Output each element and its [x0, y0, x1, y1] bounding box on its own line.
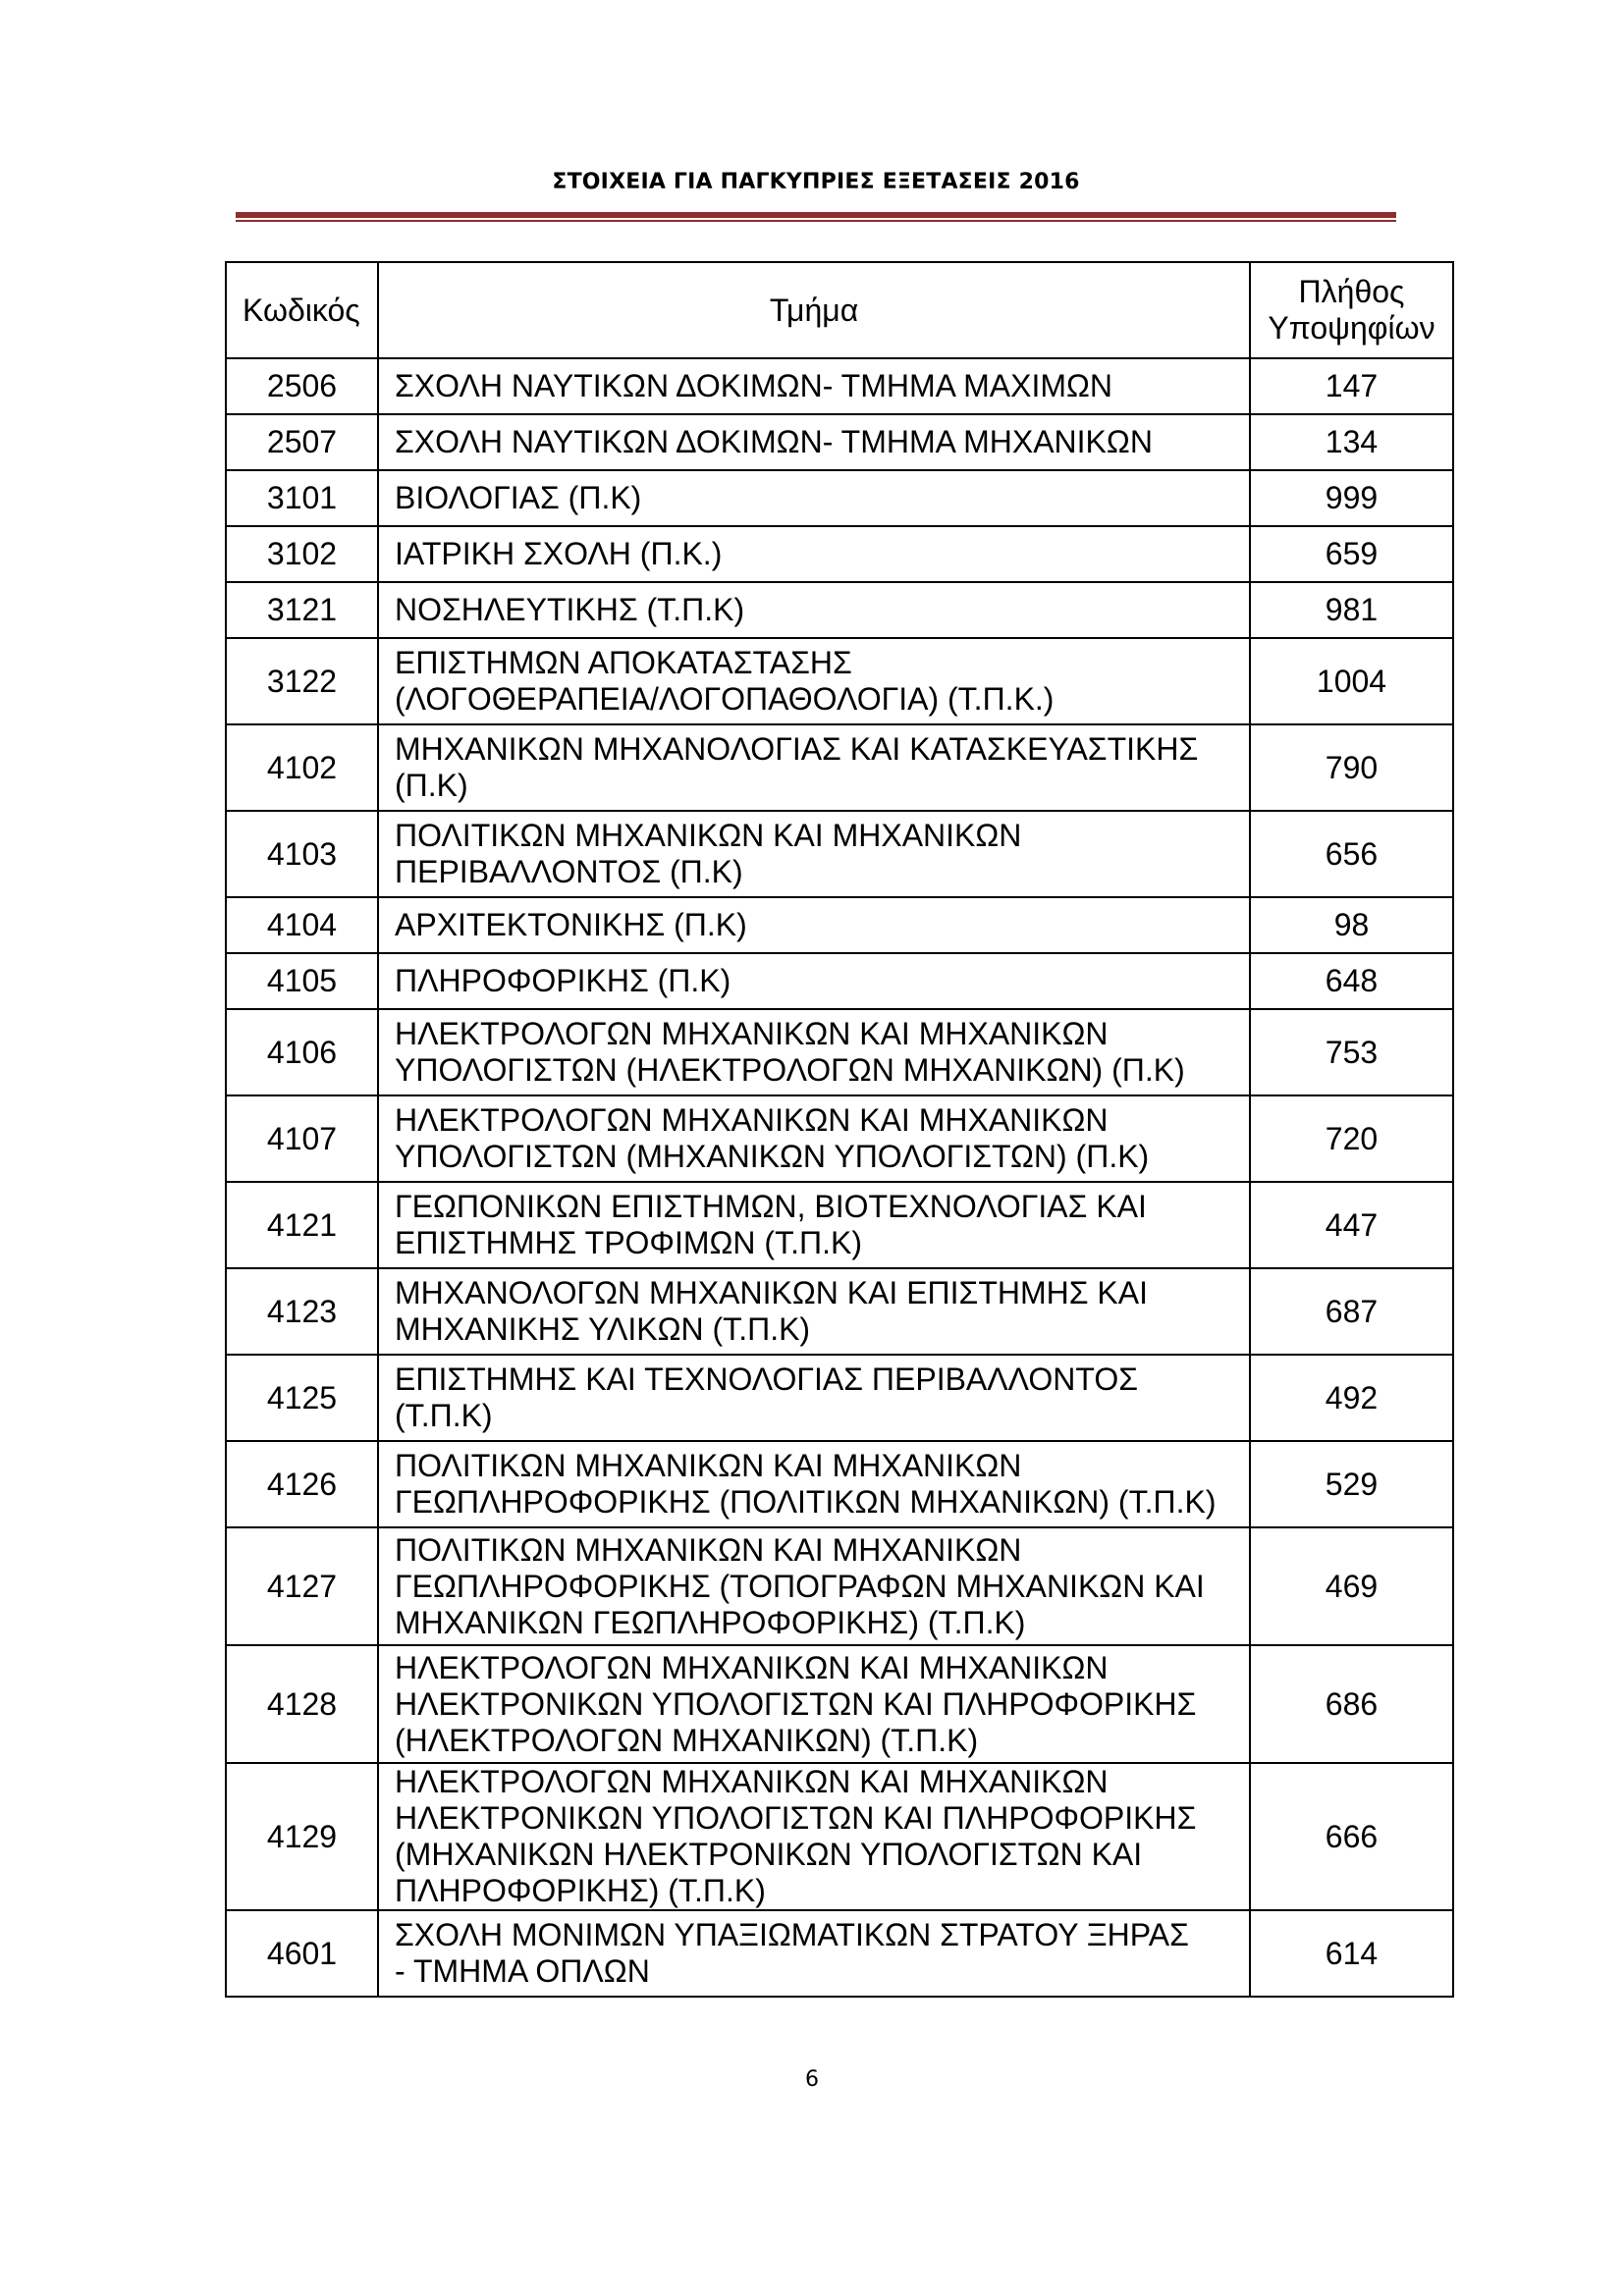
department-line: ΗΛΕΚΤΡΟΛΟΓΩΝ ΜΗΧΑΝΙΚΩΝ ΚΑΙ ΜΗΧΑΝΙΚΩΝ [395, 1016, 1109, 1051]
header-rule [236, 212, 1396, 222]
cell-department [378, 897, 1250, 953]
cell-count: 687 [1250, 1268, 1453, 1355]
department-line: ΕΠΙΣΤΗΜΗΣ ΤΡΟΦΙΜΩΝ (Τ.Π.Κ) [395, 1225, 862, 1260]
cell-department [378, 1355, 1250, 1441]
cell-department [378, 724, 1250, 811]
cell-code: 3122 [226, 638, 378, 724]
cell-count: 529 [1250, 1441, 1453, 1527]
department-line: ΗΛΕΚΤΡΟΛΟΓΩΝ ΜΗΧΑΝΙΚΩΝ ΚΑΙ ΜΗΧΑΝΙΚΩΝ [395, 1649, 1109, 1685]
cell-count: 656 [1250, 811, 1453, 897]
cell-count: 492 [1250, 1355, 1453, 1441]
cell-count: 666 [1250, 1763, 1453, 1910]
cell-department [378, 470, 1250, 526]
cell-code: 4601 [226, 1910, 378, 1997]
cell-count: 659 [1250, 526, 1453, 582]
cell-code: 4126 [226, 1441, 378, 1527]
department-line: ΓΕΩΠΟΝΙΚΩΝ ΕΠΙΣΤΗΜΩΝ, ΒΙΟΤΕΧΝΟΛΟΓΙΑΣ ΚΑΙ [395, 1189, 1147, 1224]
department-line: ΓΕΩΠΛΗΡΟΦΟΡΙΚΗΣ (ΤΟΠΟΓΡΑΦΩΝ ΜΗΧΑΝΙΚΩΝ ΚΑΙ [395, 1568, 1205, 1604]
table-row [226, 811, 1453, 897]
cell-department [378, 1268, 1250, 1355]
department-line: (Τ.Π.Κ) [395, 1398, 493, 1433]
cell-code: 3101 [226, 470, 378, 526]
department-line: ΣΧΟΛΗ ΝΑΥΤΙΚΩΝ ΔΟΚΙΜΩΝ- ΤΜΗΜΑ ΜΗΧΑΝΙΚΩΝ [395, 424, 1153, 459]
cell-code: 4121 [226, 1182, 378, 1268]
table-row [226, 582, 1453, 638]
cell-code: 3121 [226, 582, 378, 638]
table-row [226, 953, 1453, 1009]
department-line: ΜΗΧΑΝΙΚΩΝ ΓΕΩΠΛΗΡΟΦΟΡΙΚΗΣ) (Τ.Π.Κ) [395, 1604, 1026, 1640]
cell-count: 753 [1250, 1009, 1453, 1095]
page-number: 6 [805, 2067, 819, 2092]
department-line: ΠΛΗΡΟΦΟΡΙΚΗΣ) (Τ.Π.Κ) [395, 1873, 766, 1908]
department-line: (ΗΛΕΚΤΡΟΛΟΓΩΝ ΜΗΧΑΝΙΚΩΝ) (Τ.Π.Κ) [395, 1722, 979, 1758]
department-line: ΠΛΗΡΟΦΟΡΙΚΗΣ (Π.Κ) [395, 963, 731, 998]
cell-count: 686 [1250, 1645, 1453, 1763]
cell-department [378, 811, 1250, 897]
column-header-code: Κωδικός [226, 262, 378, 358]
cell-code: 2507 [226, 414, 378, 470]
cell-count: 147 [1250, 358, 1453, 414]
page-header [236, 169, 1396, 196]
department-line: ΗΛΕΚΤΡΟΝΙΚΩΝ ΥΠΟΛΟΓΙΣΤΩΝ ΚΑΙ ΠΛΗΡΟΦΟΡΙΚΗΣ [395, 1685, 1197, 1722]
department-line: ΠΟΛΙΤΙΚΩΝ ΜΗΧΑΝΙΚΩΝ ΚΑΙ ΜΗΧΑΝΙΚΩΝ [395, 1448, 1022, 1483]
department-line: ΕΠΙΣΤΗΜΩΝ ΑΠΟΚΑΤΑΣΤΑΣΗΣ [395, 645, 852, 680]
cell-count: 981 [1250, 582, 1453, 638]
department-line: ΜΗΧΑΝΟΛΟΓΩΝ ΜΗΧΑΝΙΚΩΝ ΚΑΙ ΕΠΙΣΤΗΜΗΣ ΚΑΙ [395, 1275, 1148, 1310]
department-line: (Π.Κ) [395, 768, 468, 803]
cell-count: 134 [1250, 414, 1453, 470]
department-line: ΕΠΙΣΤΗΜΗΣ ΚΑΙ ΤΕΧΝΟΛΟΓΙΑΣ ΠΕΡΙΒΑΛΛΟΝΤΟΣ [395, 1362, 1138, 1397]
cell-department [378, 1095, 1250, 1182]
table-row [226, 1645, 1453, 1763]
cell-count: 469 [1250, 1527, 1453, 1645]
cell-code: 4125 [226, 1355, 378, 1441]
cell-department [378, 1645, 1250, 1763]
cell-department [378, 582, 1250, 638]
cell-department [378, 638, 1250, 724]
table-row [226, 1095, 1453, 1182]
cell-department [378, 1182, 1250, 1268]
cell-code: 4102 [226, 724, 378, 811]
department-line: ΗΛΕΚΤΡΟΛΟΓΩΝ ΜΗΧΑΝΙΚΩΝ ΚΑΙ ΜΗΧΑΝΙΚΩΝ [395, 1764, 1109, 1799]
cell-count: 1004 [1250, 638, 1453, 724]
table-row [226, 1182, 1453, 1268]
candidates-table [225, 261, 1454, 1998]
cell-department [378, 1527, 1250, 1645]
table-row [226, 1268, 1453, 1355]
table-row [226, 1910, 1453, 1997]
department-line: ΠΟΛΙΤΙΚΩΝ ΜΗΧΑΝΙΚΩΝ ΚΑΙ ΜΗΧΑΝΙΚΩΝ [395, 1531, 1022, 1568]
cell-count: 98 [1250, 897, 1453, 953]
column-header-count-line2: Υποψηφίων [1268, 310, 1435, 346]
cell-count: 614 [1250, 1910, 1453, 1997]
table-row [226, 1441, 1453, 1527]
header-rule-thick [236, 212, 1396, 218]
cell-department [378, 526, 1250, 582]
cell-department [378, 953, 1250, 1009]
cell-code: 4128 [226, 1645, 378, 1763]
department-line: ΗΛΕΚΤΡΟΝΙΚΩΝ ΥΠΟΛΟΓΙΣΤΩΝ ΚΑΙ ΠΛΗΡΟΦΟΡΙΚΗΣ [395, 1800, 1197, 1836]
cell-count: 720 [1250, 1095, 1453, 1182]
cell-department [378, 414, 1250, 470]
table-row [226, 414, 1453, 470]
column-header-department: Τμήμα [378, 262, 1250, 358]
department-line: ΜΗΧΑΝΙΚΩΝ ΜΗΧΑΝΟΛΟΓΙΑΣ ΚΑΙ ΚΑΤΑΣΚΕΥΑΣΤΙΚΗΣ [395, 731, 1199, 767]
cell-code: 4105 [226, 953, 378, 1009]
table-row [226, 358, 1453, 414]
table-row [226, 638, 1453, 724]
table-row [226, 1009, 1453, 1095]
table-header-row [226, 262, 1453, 358]
cell-department [378, 1763, 1250, 1910]
cell-code: 4127 [226, 1527, 378, 1645]
table-row [226, 1763, 1453, 1910]
cell-count: 790 [1250, 724, 1453, 811]
cell-code: 4103 [226, 811, 378, 897]
department-line: ΙΑΤΡΙΚΗ ΣΧΟΛΗ (Π.Κ.) [395, 536, 723, 571]
department-line: (ΛΟΓΟΘΕΡΑΠΕΙΑ/ΛΟΓΟΠΑΘΟΛΟΓΙΑ) (Τ.Π.Κ.) [395, 681, 1055, 717]
table-row [226, 724, 1453, 811]
column-header-count-line1: Πλήθος [1298, 274, 1405, 309]
cell-count: 648 [1250, 953, 1453, 1009]
department-line: ΑΡΧΙΤΕΚΤΟΝΙΚΗΣ (Π.Κ) [395, 907, 747, 942]
cell-department [378, 1009, 1250, 1095]
cell-code: 2506 [226, 358, 378, 414]
cell-code: 4129 [226, 1763, 378, 1910]
cell-code: 4107 [226, 1095, 378, 1182]
cell-count: 999 [1250, 470, 1453, 526]
table-row [226, 526, 1453, 582]
department-line: ΠΕΡΙΒΑΛΛΟΝΤΟΣ (Π.Κ) [395, 854, 743, 889]
department-line: ΗΛΕΚΤΡΟΛΟΓΩΝ ΜΗΧΑΝΙΚΩΝ ΚΑΙ ΜΗΧΑΝΙΚΩΝ [395, 1102, 1109, 1138]
cell-code: 4123 [226, 1268, 378, 1355]
department-line: ΥΠΟΛΟΓΙΣΤΩΝ (ΜΗΧΑΝΙΚΩΝ ΥΠΟΛΟΓΙΣΤΩΝ) (Π.Κ) [395, 1139, 1150, 1174]
cell-count: 447 [1250, 1182, 1453, 1268]
department-line: - ΤΜΗΜΑ ΟΠΛΩΝ [395, 1953, 650, 1989]
cell-code: 3102 [226, 526, 378, 582]
cell-code: 4106 [226, 1009, 378, 1095]
table-body [226, 358, 1453, 1997]
column-header-count [1250, 262, 1453, 358]
department-line: ΓΕΩΠΛΗΡΟΦΟΡΙΚΗΣ (ΠΟΛΙΤΙΚΩΝ ΜΗΧΑΝΙΚΩΝ) (Τ.Π.Κ) [395, 1484, 1217, 1520]
department-line: ΣΧΟΛΗ ΝΑΥΤΙΚΩΝ ΔΟΚΙΜΩΝ- ΤΜΗΜΑ ΜΑΧΙΜΩΝ [395, 368, 1113, 403]
department-line: ΣΧΟΛΗ ΜΟΝΙΜΩΝ ΥΠΑΞΙΩΜΑΤΙΚΩΝ ΣΤΡΑΤΟΥ ΞΗΡΑΣ [395, 1917, 1189, 1952]
department-line: (ΜΗΧΑΝΙΚΩΝ ΗΛΕΚΤΡΟΝΙΚΩΝ ΥΠΟΛΟΓΙΣΤΩΝ ΚΑΙ [395, 1837, 1143, 1872]
cell-code: 4104 [226, 897, 378, 953]
department-line: ΠΟΛΙΤΙΚΩΝ ΜΗΧΑΝΙΚΩΝ ΚΑΙ ΜΗΧΑΝΙΚΩΝ [395, 818, 1022, 853]
department-line: ΒΙΟΛΟΓΙΑΣ (Π.Κ) [395, 480, 642, 515]
document-title: ΣΤΟΙΧΕΙΑ ΓΙΑ ΠΑΓΚΥΠΡΙΕΣ ΕΞΕΤΑΣΕΙΣ 2016 [552, 170, 1080, 194]
department-line: ΜΗΧΑΝΙΚΗΣ ΥΛΙΚΩΝ (Τ.Π.Κ) [395, 1311, 811, 1347]
department-line: ΝΟΣΗΛΕΥΤΙΚΗΣ (Τ.Π.Κ) [395, 592, 745, 627]
cell-department [378, 358, 1250, 414]
table-row [226, 1355, 1453, 1441]
department-line: ΥΠΟΛΟΓΙΣΤΩΝ (ΗΛΕΚΤΡΟΛΟΓΩΝ ΜΗΧΑΝΙΚΩΝ) (Π.Κ) [395, 1052, 1185, 1088]
table-row [226, 470, 1453, 526]
table-row [226, 1527, 1453, 1645]
table-row [226, 897, 1453, 953]
cell-department [378, 1910, 1250, 1997]
cell-department [378, 1441, 1250, 1527]
header-rule-thin [236, 220, 1396, 222]
